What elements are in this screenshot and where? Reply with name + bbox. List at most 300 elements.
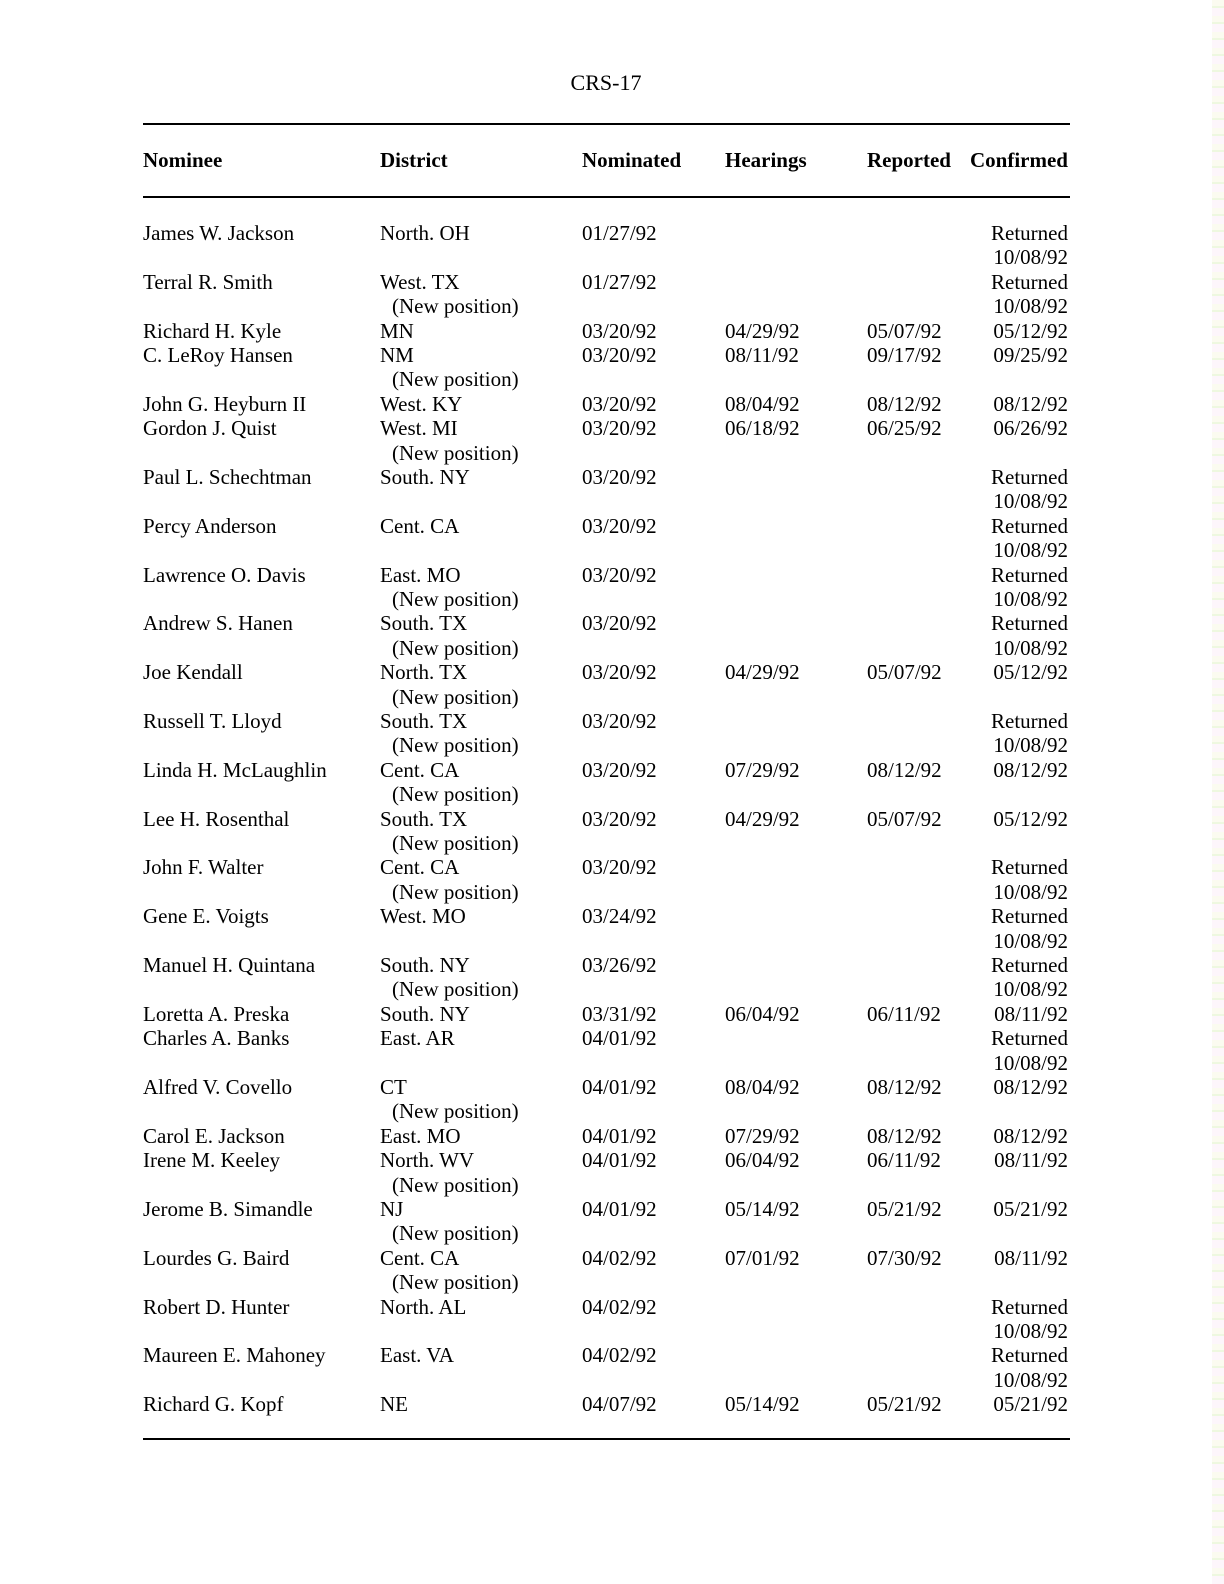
district-name: West. MI — [380, 416, 458, 441]
nominated-date: 03/31/92 — [582, 1001, 657, 1026]
nominated-date: 01/27/92 — [582, 269, 657, 294]
confirmed-status: Returned — [991, 513, 1068, 538]
nominated-date: 04/01/92 — [582, 1123, 657, 1148]
confirmed-cell — [991, 611, 1068, 660]
district-cell — [380, 465, 470, 489]
reported-cell — [867, 1197, 942, 1221]
district-name: Cent. CA — [380, 513, 460, 538]
confirmed-cell — [991, 1026, 1068, 1075]
nominee-cell — [143, 758, 327, 782]
district-name: South. NY — [380, 1001, 470, 1026]
confirmed-cell — [993, 319, 1068, 343]
district-name: South. TX — [380, 708, 468, 733]
confirmed-cell — [991, 1295, 1068, 1344]
district-cell — [380, 563, 519, 612]
confirmed-cell — [991, 465, 1068, 514]
confirmed-date: 10/08/92 — [993, 879, 1068, 904]
hearings-cell — [725, 807, 800, 831]
reported-cell — [867, 758, 942, 782]
hearings-cell — [725, 1392, 800, 1416]
table-row — [0, 953, 1224, 1002]
confirmed-cell — [993, 1075, 1068, 1099]
nominee-cell — [143, 1002, 289, 1026]
column-header-district: District — [380, 148, 448, 172]
district-cell — [380, 1295, 466, 1319]
district-cell — [380, 1246, 519, 1295]
nominated-date: 03/20/92 — [582, 757, 657, 782]
district-cell — [380, 1075, 519, 1124]
district-note: (New position) — [392, 1172, 519, 1197]
district-name: NM — [380, 342, 414, 367]
confirmed-status: 05/12/92 — [993, 318, 1068, 343]
nominee-cell — [143, 1075, 292, 1099]
hearings-cell — [725, 1148, 800, 1172]
hearings-cell — [725, 416, 800, 440]
hearings-date: 06/04/92 — [725, 1148, 800, 1173]
nominated-cell — [582, 758, 657, 782]
nominee-cell — [143, 270, 273, 294]
nominated-date: 03/20/92 — [582, 513, 657, 538]
table-row — [0, 1246, 1224, 1295]
nominee-name: Maureen E. Mahoney — [143, 1343, 326, 1368]
nominee-table-body — [0, 221, 1224, 1416]
nominee-cell — [143, 1392, 284, 1416]
district-note: (New position) — [392, 977, 519, 1002]
reported-cell — [867, 660, 942, 684]
hearings-cell — [725, 1197, 800, 1221]
district-name: South. TX — [380, 806, 468, 831]
reported-date: 06/25/92 — [867, 416, 942, 441]
table-row — [0, 709, 1224, 758]
nominee-name: Carol E. Jackson — [143, 1123, 285, 1148]
hearings-cell — [725, 1124, 800, 1148]
table-row — [0, 904, 1224, 953]
hearings-date: 08/04/92 — [725, 391, 800, 416]
nominated-cell — [582, 270, 657, 294]
reported-date: 07/30/92 — [867, 1245, 942, 1270]
nominee-name: Linda H. McLaughlin — [143, 757, 327, 782]
nominated-date: 03/20/92 — [582, 562, 657, 587]
hearings-cell — [725, 343, 799, 367]
page-header: CRS-17 — [570, 70, 642, 95]
district-note: (New position) — [392, 367, 519, 392]
nominated-date: 03/20/92 — [582, 855, 657, 880]
nominated-cell — [582, 1343, 657, 1367]
confirmed-status: Returned — [991, 464, 1068, 489]
nominee-cell — [143, 904, 269, 928]
confirmed-date: 10/08/92 — [993, 586, 1068, 611]
confirmed-cell — [993, 660, 1068, 684]
district-name: West. KY — [380, 391, 463, 416]
district-note: (New position) — [392, 879, 519, 904]
nominated-cell — [582, 1246, 657, 1270]
district-cell — [380, 1124, 461, 1148]
hearings-date: 08/11/92 — [725, 342, 799, 367]
nominee-name: Loretta A. Preska — [143, 1001, 290, 1026]
reported-date: 05/21/92 — [867, 1196, 942, 1221]
nominated-date: 03/20/92 — [582, 391, 657, 416]
district-cell — [380, 343, 519, 392]
table-row — [0, 392, 1224, 416]
confirmed-cell — [991, 563, 1068, 612]
nominee-cell — [143, 807, 289, 831]
confirmed-cell — [991, 221, 1068, 270]
confirmed-status: 08/11/92 — [994, 1245, 1068, 1270]
nominated-date: 03/20/92 — [582, 611, 657, 636]
nominee-cell — [143, 1197, 313, 1221]
nominated-cell — [582, 563, 657, 587]
confirmed-status: Returned — [991, 221, 1068, 245]
district-name: West. MO — [380, 904, 466, 929]
confirmed-status: 05/12/92 — [993, 660, 1068, 685]
nominee-name: C. LeRoy Hansen — [143, 342, 293, 367]
reported-date: 06/11/92 — [867, 1148, 941, 1173]
confirmed-date: 10/08/92 — [993, 1050, 1068, 1075]
confirmed-date: 10/08/92 — [993, 733, 1068, 758]
nominated-date: 01/27/92 — [582, 221, 657, 245]
hearings-date: 06/04/92 — [725, 1001, 800, 1026]
district-note: (New position) — [392, 782, 519, 807]
nominated-date: 04/01/92 — [582, 1074, 657, 1099]
table-row — [0, 416, 1224, 465]
district-name: North. TX — [380, 660, 468, 685]
hearings-cell — [725, 758, 800, 782]
district-name: NJ — [380, 1196, 404, 1221]
district-note: (New position) — [392, 1270, 519, 1295]
district-name: South. NY — [380, 464, 470, 489]
nominated-date: 04/02/92 — [582, 1245, 657, 1270]
nominated-date: 03/20/92 — [582, 660, 657, 685]
nominated-date: 04/02/92 — [582, 1343, 657, 1368]
table-row — [0, 563, 1224, 612]
nominee-name: Gordon J. Quist — [143, 416, 277, 441]
nominee-cell — [143, 343, 293, 367]
nominated-cell — [582, 343, 657, 367]
table-row — [0, 1075, 1224, 1124]
district-cell — [380, 270, 519, 319]
confirmed-status: 05/21/92 — [993, 1196, 1068, 1221]
district-cell — [380, 514, 459, 538]
district-cell — [380, 953, 519, 1002]
confirmed-status: 08/12/92 — [993, 1074, 1068, 1099]
confirmed-status: Returned — [991, 1026, 1068, 1051]
district-note: (New position) — [392, 684, 519, 709]
reported-date: 05/07/92 — [867, 318, 942, 343]
confirmed-cell — [993, 1197, 1068, 1221]
reported-cell — [867, 1002, 941, 1026]
reported-date: 05/07/92 — [867, 806, 942, 831]
district-cell — [380, 319, 414, 343]
table-row — [0, 1343, 1224, 1392]
confirmed-status: 08/11/92 — [994, 1001, 1068, 1026]
confirmed-status: 09/25/92 — [993, 342, 1068, 367]
confirmed-date: 10/08/92 — [993, 635, 1068, 660]
confirmed-status: Returned — [991, 708, 1068, 733]
reported-cell — [867, 392, 942, 416]
confirmed-status: Returned — [991, 611, 1068, 636]
confirmed-cell — [993, 392, 1068, 416]
nominee-cell — [143, 1148, 280, 1172]
nominee-name: Percy Anderson — [143, 513, 277, 538]
hearings-date: 06/18/92 — [725, 416, 800, 441]
nominee-cell — [143, 709, 282, 733]
table-row — [0, 514, 1224, 563]
nominee-name: Jerome B. Simandle — [143, 1196, 313, 1221]
confirmed-status: 05/12/92 — [993, 806, 1068, 831]
confirmed-date: 10/08/92 — [993, 1367, 1068, 1392]
nominated-cell — [582, 416, 657, 440]
hearings-cell — [725, 392, 800, 416]
district-note: (New position) — [392, 733, 519, 758]
confirmed-cell — [991, 855, 1068, 904]
nominated-date: 04/02/92 — [582, 1294, 657, 1319]
nominated-date: 03/20/92 — [582, 342, 657, 367]
confirmed-cell — [993, 343, 1068, 367]
district-name: Cent. CA — [380, 855, 460, 880]
confirmed-status: Returned — [991, 1343, 1068, 1368]
reported-cell — [867, 1075, 942, 1099]
district-note: (New position) — [392, 1099, 519, 1124]
column-header-nominee: Nominee — [143, 148, 223, 172]
reported-date: 08/12/92 — [867, 391, 942, 416]
district-cell — [380, 416, 519, 465]
confirmed-date: 10/08/92 — [993, 928, 1068, 953]
confirmed-cell — [993, 416, 1068, 440]
district-name: East. MO — [380, 562, 461, 587]
table-header-rule — [143, 196, 1070, 198]
nominee-name: Richard G. Kopf — [143, 1392, 284, 1417]
nominated-cell — [582, 1295, 657, 1319]
reported-date: 05/07/92 — [867, 660, 942, 685]
nominee-name: Lee H. Rosenthal — [143, 806, 290, 831]
district-note: (New position) — [392, 1221, 519, 1246]
nominated-date: 04/01/92 — [582, 1196, 657, 1221]
reported-cell — [867, 1392, 942, 1416]
table-row — [0, 270, 1224, 319]
reported-date: 09/17/92 — [867, 342, 942, 367]
reported-cell — [867, 416, 942, 440]
hearings-date: 04/29/92 — [725, 318, 800, 343]
district-cell — [380, 1197, 519, 1246]
hearings-cell — [725, 1075, 800, 1099]
nominated-cell — [582, 1124, 657, 1148]
nominee-cell — [143, 1295, 289, 1319]
confirmed-cell — [991, 904, 1068, 953]
nominee-cell — [143, 392, 306, 416]
nominee-name: Gene E. Voigts — [143, 904, 269, 929]
nominee-name: Paul L. Schechtman — [143, 464, 312, 489]
table-row — [0, 611, 1224, 660]
confirmed-status: 08/12/92 — [993, 757, 1068, 782]
nominee-name: Lawrence O. Davis — [143, 562, 306, 587]
hearings-cell — [725, 660, 800, 684]
district-cell — [380, 660, 519, 709]
reported-cell — [867, 1148, 941, 1172]
nominee-cell — [143, 855, 263, 879]
hearings-date: 05/14/92 — [725, 1196, 800, 1221]
confirmed-status: 08/11/92 — [994, 1148, 1068, 1173]
confirmed-status: Returned — [991, 1294, 1068, 1319]
reported-cell — [867, 319, 942, 343]
nominee-name: James W. Jackson — [143, 221, 295, 245]
column-header-reported: Reported — [867, 148, 951, 172]
nominated-cell — [582, 221, 657, 245]
district-name: CT — [380, 1074, 407, 1099]
district-note: (New position) — [392, 635, 519, 660]
confirmed-cell — [991, 709, 1068, 758]
district-cell — [380, 611, 519, 660]
nominated-cell — [582, 1148, 657, 1172]
confirmed-cell — [991, 514, 1068, 563]
confirmed-status: Returned — [991, 562, 1068, 587]
table-row — [0, 855, 1224, 904]
nominee-name: Russell T. Lloyd — [143, 708, 282, 733]
reported-cell — [867, 1124, 942, 1148]
table-row — [0, 1026, 1224, 1075]
district-note: (New position) — [392, 830, 519, 855]
nominee-name: Andrew S. Hanen — [143, 611, 293, 636]
confirmed-cell — [991, 1343, 1068, 1392]
district-cell — [380, 758, 519, 807]
column-header-nominated: Nominated — [582, 148, 682, 172]
nominated-cell — [582, 465, 657, 489]
district-name: East. AR — [380, 1026, 455, 1051]
district-name: South. NY — [380, 952, 470, 977]
nominee-name: Alfred V. Covello — [143, 1074, 293, 1099]
nominee-cell — [143, 319, 281, 343]
nominee-cell — [143, 1246, 289, 1270]
hearings-date: 07/01/92 — [725, 1245, 800, 1270]
district-cell — [380, 1148, 519, 1197]
district-cell — [380, 1392, 408, 1416]
district-note: (New position) — [392, 440, 519, 465]
hearings-date: 04/29/92 — [725, 806, 800, 831]
confirmed-status: 08/12/92 — [993, 391, 1068, 416]
nominee-name: Joe Kendall — [143, 660, 243, 685]
reported-date: 08/12/92 — [867, 757, 942, 782]
column-header-hearings: Hearings — [725, 148, 807, 172]
nominee-cell — [143, 514, 277, 538]
confirmed-cell — [994, 1002, 1068, 1026]
confirmed-status: Returned — [991, 904, 1068, 929]
reported-date: 06/11/92 — [867, 1001, 941, 1026]
table-row — [0, 1124, 1224, 1148]
nominee-cell — [143, 660, 243, 684]
table-row — [0, 221, 1224, 270]
confirmed-cell — [993, 1392, 1068, 1416]
table-row — [0, 319, 1224, 343]
confirmed-cell — [993, 758, 1068, 782]
district-name: MN — [380, 318, 414, 343]
nominee-name: Manuel H. Quintana — [143, 952, 316, 977]
table-row — [0, 1148, 1224, 1197]
district-name: North. OH — [380, 221, 470, 245]
table-row — [0, 1197, 1224, 1246]
confirmed-cell — [993, 1124, 1068, 1148]
hearings-date: 08/04/92 — [725, 1074, 800, 1099]
district-cell — [380, 709, 519, 758]
table-row — [0, 758, 1224, 807]
nominated-cell — [582, 807, 657, 831]
nominated-date: 04/01/92 — [582, 1148, 657, 1173]
nominee-name: Terral R. Smith — [143, 269, 273, 294]
district-name: North. WV — [380, 1148, 475, 1173]
nominated-cell — [582, 1197, 657, 1221]
nominated-date: 04/07/92 — [582, 1392, 657, 1417]
nominee-name: John G. Heyburn II — [143, 391, 307, 416]
nominated-date: 03/24/92 — [582, 904, 657, 929]
district-note: (New position) — [392, 586, 519, 611]
confirmed-date: 10/08/92 — [993, 294, 1068, 319]
district-cell — [380, 904, 466, 928]
confirmed-status: Returned — [991, 269, 1068, 294]
nominee-name: Irene M. Keeley — [143, 1148, 281, 1173]
confirmed-cell — [991, 953, 1068, 1002]
hearings-date: 04/29/92 — [725, 660, 800, 685]
nominee-name: Robert D. Hunter — [143, 1294, 290, 1319]
district-name: Cent. CA — [380, 757, 460, 782]
district-name: South. TX — [380, 611, 468, 636]
nominated-cell — [582, 660, 657, 684]
nominated-cell — [582, 514, 657, 538]
nominated-cell — [582, 709, 657, 733]
hearings-cell — [725, 1246, 800, 1270]
nominated-cell — [582, 611, 657, 635]
district-cell — [380, 807, 519, 856]
district-cell — [380, 221, 470, 245]
nominee-cell — [143, 416, 277, 440]
reported-cell — [867, 343, 942, 367]
confirmed-cell — [994, 1148, 1068, 1172]
nominee-cell — [143, 611, 293, 635]
nominated-cell — [582, 1002, 657, 1026]
confirmed-status: 06/26/92 — [993, 416, 1068, 441]
nominated-date: 03/26/92 — [582, 952, 657, 977]
district-cell — [380, 392, 462, 416]
nominated-date: 03/20/92 — [582, 464, 657, 489]
nominated-date: 04/01/92 — [582, 1026, 657, 1051]
nominated-date: 03/20/92 — [582, 806, 657, 831]
table-bottom-rule — [143, 1438, 1070, 1440]
district-cell — [380, 1343, 454, 1367]
district-name: West. TX — [380, 269, 460, 294]
district-name: NE — [380, 1392, 408, 1417]
confirmed-cell — [993, 807, 1068, 831]
confirmed-status: Returned — [991, 952, 1068, 977]
reported-cell — [867, 1246, 942, 1270]
nominated-cell — [582, 855, 657, 879]
table-row — [0, 660, 1224, 709]
district-cell — [380, 855, 519, 904]
nominee-name: Charles A. Banks — [143, 1026, 290, 1051]
nominee-cell — [143, 1026, 289, 1050]
table-row — [0, 343, 1224, 392]
district-name: East. VA — [380, 1343, 454, 1368]
confirmed-date: 10/08/92 — [993, 489, 1068, 514]
table-row — [0, 1392, 1224, 1416]
district-name: East. MO — [380, 1123, 461, 1148]
hearings-date: 05/14/92 — [725, 1392, 800, 1417]
nominated-cell — [582, 1026, 657, 1050]
column-header-confirmed: Confirmed — [970, 148, 1068, 172]
nominated-cell — [582, 1075, 657, 1099]
confirmed-cell — [994, 1246, 1068, 1270]
nominee-cell — [143, 221, 294, 245]
district-note: (New position) — [392, 294, 519, 319]
nominated-cell — [582, 953, 657, 977]
nominated-cell — [582, 392, 657, 416]
nominee-cell — [143, 953, 315, 977]
